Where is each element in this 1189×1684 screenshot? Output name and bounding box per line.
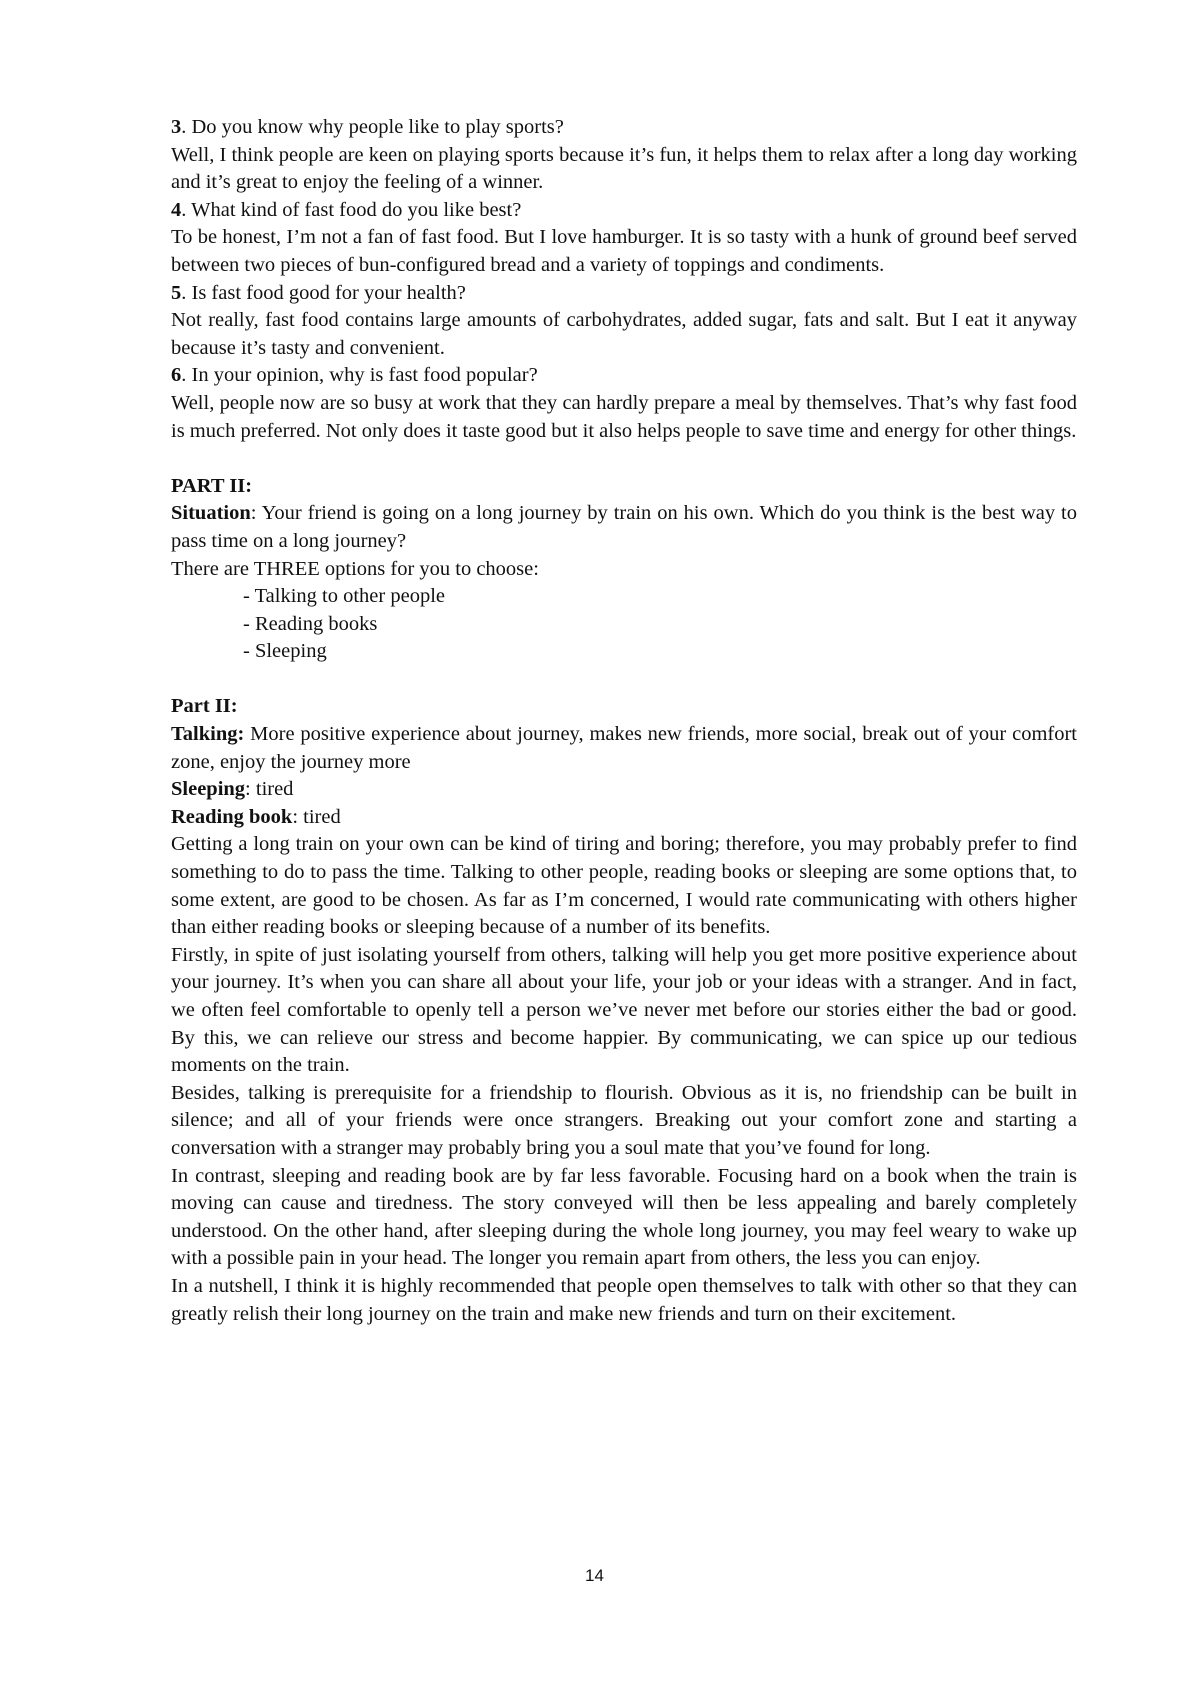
- essay-paragraph: In a nutshell, I think it is highly recommended that people open themselves to talk with other so that they can greatly relish their long journey on the train and make new friends and turn on their excitement.: [171, 1274, 1077, 1325]
- question-text: . In your opinion, why is fast food popular?: [181, 364, 538, 387]
- question-text: . Is fast food good for your health?: [181, 281, 466, 304]
- note-reading: [171, 804, 1077, 832]
- question-4: [171, 197, 1077, 225]
- page-number: 14: [585, 1566, 604, 1585]
- question-text: . What kind of fast food do you like best?: [181, 198, 522, 221]
- options-list: [171, 583, 1077, 666]
- question-6: [171, 362, 1077, 390]
- essay-paragraph: Getting a long train on your own can be kind of tiring and boring; therefore, you may probably prefer to find something to do to pass the time. Talking to other people, reading books or sleeping are some options that, to some extent, are good to be chosen. As far as I’m concerned, I would rate communicating with others higher than either reading books or sleeping because of a number of its benefits.: [171, 833, 1077, 939]
- question-number: 5: [171, 281, 182, 304]
- note-talking: [171, 721, 1077, 776]
- option-item: - Sleeping: [243, 640, 327, 663]
- spacer: [171, 666, 1077, 694]
- question-number: 6: [171, 364, 182, 387]
- answer-4: To be honest, I’m not a fan of fast food. But I love hamburger. It is so tasty with a hunk of ground beef served between two pieces of bun-configured bread and a variety of toppings and condiments.: [171, 226, 1077, 276]
- spacer: [171, 445, 1077, 473]
- note-sleeping: [171, 776, 1077, 804]
- situation: [171, 500, 1077, 555]
- essay-paragraph: Besides, talking is prerequisite for a friendship to flourish. Obvious as it is, no friendship can be built in silence; and all of your friends were once strangers. Breaking out your comfort zone and starting a conversation with a stranger may probably bring you a soul mate that you’ve found for long.: [171, 1081, 1077, 1159]
- page-content: [171, 114, 1077, 1328]
- answer-section-heading: Part II:: [171, 695, 238, 718]
- note-label: Sleeping: [171, 778, 246, 801]
- question-5: [171, 280, 1077, 308]
- options-intro: There are THREE options for you to choose:: [171, 557, 539, 580]
- part-two-heading: PART II:: [171, 474, 253, 497]
- situation-text: : Your friend is going on a long journey by train on his own. Which do you think is the best way to pass time on a long journey?: [171, 502, 1077, 552]
- essay-paragraph: In contrast, sleeping and reading book are by far less favorable. Focusing hard on a book when the train is moving can cause and tiredness. The story conveyed will then be less appealing and barely completely understood. On the other hand, after sleeping during the whole long journey, you may feel weary to wake up with a possible pain in your head. The longer you remain apart from others, the less you can enjoy.: [171, 1164, 1077, 1270]
- question-number: 3: [171, 116, 182, 138]
- essay-paragraph: Firstly, in spite of just isolating yourself from others, talking will help you get more positive experience about your journey. It’s when you can share all about your life, your job or your ideas with a stranger. And in fact, we often feel comfortable to openly tell a person we’ve never met before our stories either the bad or good. By this, we can relieve our stress and become happier. By communicating, we can spice up our tedious moments on the train.: [171, 943, 1077, 1077]
- option-item: - Reading books: [243, 612, 378, 635]
- question-text: . Do you know why people like to play sports?: [181, 116, 564, 138]
- note-label: Reading book: [171, 805, 293, 828]
- note-label: Talking:: [171, 723, 245, 746]
- situation-label: Situation: [171, 502, 251, 525]
- note-text: More positive experience about journey, makes new friends, more social, break out of your comfort zone, enjoy the journey more: [171, 723, 1077, 773]
- question-3: [171, 114, 1077, 142]
- option-item: - Talking to other people: [243, 585, 445, 608]
- answer-3: Well, I think people are keen on playing sports because it’s fun, it helps them to relax after a long day working and it’s great to enjoy the feeling of a winner.: [171, 143, 1077, 194]
- note-text: : tired: [292, 805, 341, 828]
- note-text: : tired: [245, 778, 294, 801]
- answer-6: Well, people now are so busy at work that they can hardly prepare a meal by themselves. That’s why fast food is much preferred. Not only does it taste good but it also helps people to save time and energy for other things.: [171, 391, 1077, 442]
- answer-5: Not really, fast food contains large amounts of carbohydrates, added sugar, fats and salt. But I eat it anyway because it’s tasty and convenient.: [171, 309, 1077, 359]
- question-number: 4: [171, 198, 182, 221]
